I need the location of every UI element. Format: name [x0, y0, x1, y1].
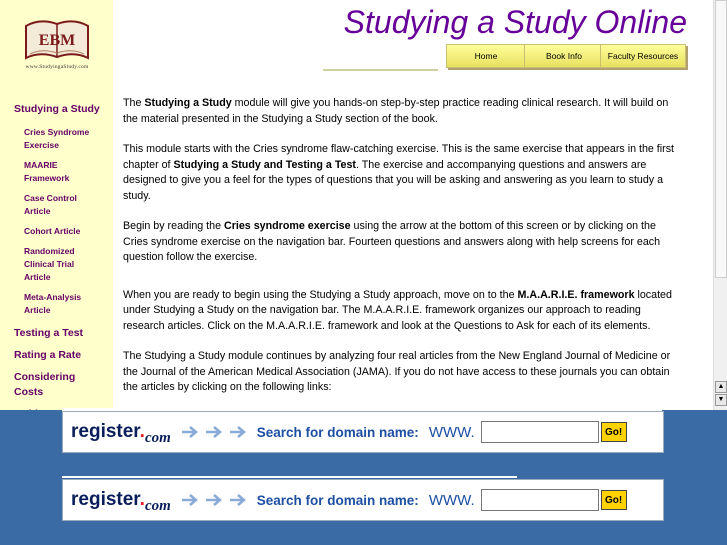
vertical-scrollbar[interactable]: [713, 0, 727, 410]
sidebar-item-meta-analysis-article[interactable]: Meta-Analysis Article: [24, 292, 82, 315]
sidebar-item-rating-a-rate[interactable]: Rating a Rate: [14, 349, 82, 361]
domain-search-input-2[interactable]: [481, 489, 599, 511]
arrow-right-icon: [229, 425, 247, 439]
ad-search-label: Search for domain name:: [256, 424, 419, 440]
sidebar-item-rct-article[interactable]: Randomized Clinical Trial Article: [24, 246, 75, 282]
ebm-logo[interactable]: [8, 14, 106, 70]
arrow-right-icon: [181, 493, 199, 507]
main-content: [123, 96, 683, 411]
arrow-right-icon: [205, 493, 223, 507]
arrow-right-icon: [229, 493, 247, 507]
logo-url: www.StudyingaStudy.com: [25, 64, 89, 70]
ad-www-prefix: WWW.: [428, 491, 475, 509]
maarie-paragraph: When you are ready to begin using the Studying a Study approach, move on to the M.A.A.R.I.E. framework located under Studying a Study on the navigation bar. The M.A.A.R.I.E. framework organizes our approach to reading research articles. Click on the M.A.A.R.I.E. framework and look at the Questions to Ask for each of its elements.: [123, 288, 672, 332]
ad-www-prefix: WWW.: [428, 423, 475, 441]
cries-exercise-link[interactable]: Cries syndrome exercise: [224, 220, 351, 232]
header-divider: [323, 69, 438, 71]
maarie-framework-link[interactable]: M.A.A.R.I.E. framework: [517, 288, 635, 301]
arrow-right-icon: [181, 425, 199, 439]
scroll-down-arrow-icon[interactable]: ▼: [715, 394, 727, 406]
nav-faculty-resources-button[interactable]: Faculty Resources: [600, 44, 686, 68]
sidebar-item-testing-a-test[interactable]: Testing a Test: [14, 327, 84, 339]
cries-exercise-paragraph: This module starts with the Cries syndrome flaw-catching exercise. This is the same exercise that appears in the first chapter of Studying a Study and Testing a Test. The exercise and accompanying questions and answers are designed to give you a feel for the types of questions that you will be asking and answering as you learn to study a study.: [123, 143, 675, 202]
ad-search-label: Search for domain name:: [256, 492, 419, 508]
sidebar-item-case-control-article[interactable]: Case Control Article: [24, 193, 77, 216]
register-com-ad[interactable]: [62, 411, 664, 453]
register-com-ad-2[interactable]: [62, 479, 664, 521]
begin-reading-paragraph: Begin by reading the Cries syndrome exercise using the arrow at the bottom of this screen or by clicking on the Cries syndrome exercise on the navigation bar. Fourteen questions and answers along with help screens for each question follow the exercise.: [123, 220, 661, 263]
go-button-2[interactable]: Go!: [601, 490, 627, 510]
sidebar-item-cries-syndrome-exercise[interactable]: Cries Syndrome Exercise: [24, 127, 90, 150]
domain-search-input[interactable]: [481, 421, 599, 443]
go-button[interactable]: Go!: [601, 422, 627, 442]
nav-home-button[interactable]: Home: [446, 44, 526, 68]
nav-book-info-button[interactable]: Book Info: [524, 44, 604, 68]
sidebar-item-studying-a-study[interactable]: Studying a Study: [14, 103, 100, 115]
arrow-right-icon: [205, 425, 223, 439]
sidebar: [0, 0, 113, 410]
ad-arrows: [181, 425, 247, 439]
scroll-up-arrow-icon[interactable]: ▲: [715, 381, 727, 393]
site-title: Studying a Study Online: [343, 4, 687, 40]
register-com-logo[interactable]: $register._{com}$: [71, 421, 171, 446]
register-com-logo[interactable]: $register._{com}$: [71, 489, 171, 514]
open-book-icon: [22, 14, 92, 62]
intro-paragraph: The Studying a Study module will give you hands-on step-by-step practice reading clinical research. It will build on the material presented in the Studying a Study section of the book.: [123, 97, 669, 125]
ad-separator: [62, 476, 517, 478]
logo-text: EBM: [38, 32, 76, 49]
sidebar-item-maarie-framework[interactable]: MAARIE Framework: [24, 160, 70, 183]
sidebar-nav: [0, 100, 113, 437]
scrollbar-thumb[interactable]: [715, 0, 727, 278]
ad-arrows: [181, 493, 247, 507]
articles-paragraph: The Studying a Study module continues by analyzing four real articles from the New England Journal of Medicine or the Journal of the American Medical Association (JAMA). If you do not have access to these journals you can obtain the articles by clicking on the following links:: [123, 350, 671, 393]
header: [113, 0, 713, 80]
sidebar-item-considering-costs[interactable]: Considering Costs: [14, 371, 76, 398]
sidebar-item-cohort-article[interactable]: Cohort Article: [24, 226, 81, 236]
